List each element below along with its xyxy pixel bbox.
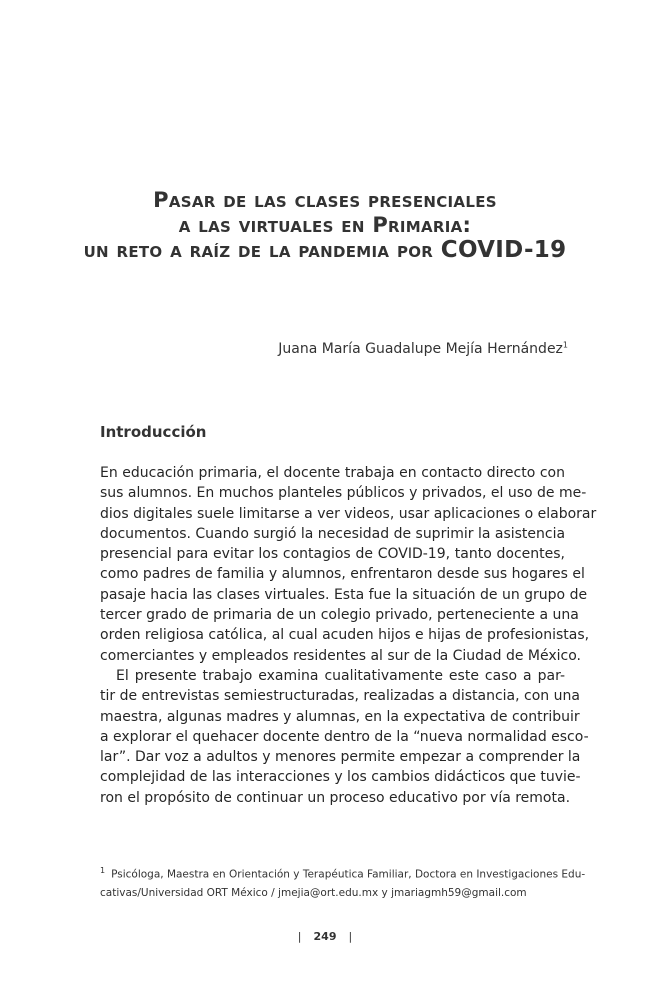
title-emphasis: COVID-19 (440, 237, 567, 263)
paragraph1-line: presencial para evitar los contagios de COVID-19, tanto docentes, (100, 546, 565, 563)
paragraph2-line: El presente trabajo examina cualitativamente este caso a par- (116, 667, 565, 684)
paragraph1-line: orden religiosa católica, al cual acuden hijos e hijas de profesionistas, (100, 627, 590, 644)
author-byline (278, 341, 568, 357)
paragraph1-line: tercer grado de primaria de un colegio privado, perteneciente a una (100, 607, 579, 624)
paragraph1-line: documentos. Cuando surgió la necesidad de suprimir la asistencia (100, 525, 566, 542)
paragraph1-line: comerciantes y empleados residentes al sur de la Ciudad de México. (100, 647, 582, 664)
page-number: 249 (313, 930, 337, 943)
author-footnote-mark: 1 (562, 340, 568, 350)
title-line-3-text: un reto a raíz de la pandemia por (83, 238, 434, 262)
paragraph2-line: lar”. Dar voz a adultos y menores permite empezar a comprender la (100, 749, 581, 766)
paragraph1-line: pasaje hacia las clases virtuales. Esta fue la situación de un grupo de (100, 586, 588, 603)
footnote-mark: 1 (100, 866, 106, 875)
page-number-footer (0, 930, 650, 943)
paragraph1-line: como padres de familia y alumnos, enfrentaron desde sus hogares el (100, 566, 585, 583)
paragraph1-line: sus alumnos. En muchos planteles públicos y privados, el uso de me- (100, 485, 587, 502)
paragraph2-line: tir de entrevistas semiestructuradas, realizadas a distancia, con una (100, 688, 580, 705)
page-number-separator-left: | (297, 930, 302, 943)
page-number-separator-right: | (348, 930, 353, 943)
title-line-1: Pasar de las clases presenciales (153, 188, 497, 212)
paragraph2-line: complejidad de las interacciones y los cambios didácticos que tuvie- (100, 769, 581, 786)
paragraph2-line: ron el propósito de continuar un proceso educativo por vía remota. (100, 789, 571, 806)
paragraph1-line: En educación primaria, el docente trabaja en contacto directo con (100, 465, 565, 481)
chapter-title (60, 188, 590, 263)
paragraph2-line: maestra, algunas madres y alumnas, en la expectativa de contribuir (100, 708, 580, 725)
title-line-2: a las virtuales en Primaria: (178, 213, 472, 237)
footnote-text-1: Psicóloga, Maestra en Orientación y Terapéutica Familiar, Doctora en Investigaciones Edu- (111, 868, 586, 881)
paragraph2-line: a explorar el quehacer docente dentro de la “nueva normalidad esco- (100, 728, 589, 745)
footnote-line-1 (100, 862, 586, 884)
paragraph1-line: dios digitales suele limitarse a ver videos, usar aplicaciones o elaborar (100, 505, 597, 522)
body-text (100, 463, 597, 808)
section-heading: Introducción (100, 423, 207, 441)
author-name: Juana María Guadalupe Mejía Hernández (278, 341, 563, 357)
footnote-line-2: cativas/Universidad ORT México / jmejia@ort.edu.mx y jmariagmh59@gmail.com (100, 886, 527, 899)
footnote (100, 862, 586, 902)
title-line-3 (60, 238, 590, 263)
